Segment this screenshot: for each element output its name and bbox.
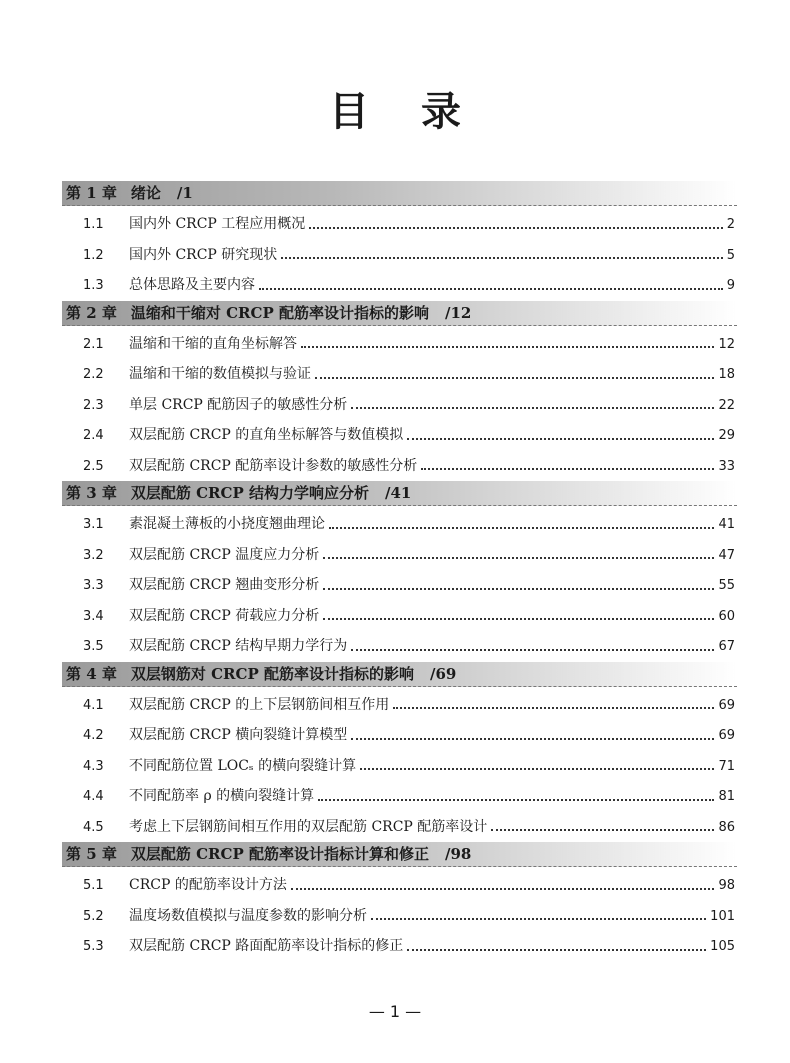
section-title: 双层配筋 CRCP 温度应力分析 (129, 546, 320, 563)
chapter-2-heading[interactable] (62, 301, 737, 326)
section-page: 55 (718, 578, 735, 593)
section-title: 不同配筋位置 LOCₛ 的横向裂缝计算 (129, 757, 357, 774)
chapter-label: 第 5 章 (66, 845, 117, 863)
section-number: 2.2 (83, 367, 104, 382)
dot-leader (407, 437, 714, 440)
chapter-title: 绪论 (130, 184, 161, 202)
section-title: 考虑上下层钢筋间相互作用的双层配筋 CRCP 配筋率设计 (129, 818, 488, 835)
section-title: 双层配筋 CRCP 荷载应力分析 (129, 607, 320, 624)
dot-leader (329, 526, 714, 529)
toc-entry-1-3[interactable] (62, 270, 737, 301)
section-number: 4.3 (83, 758, 104, 774)
section-number: 1.1 (83, 217, 104, 232)
toc-entry-5-2[interactable] (62, 901, 737, 932)
chapter-label: 第 3 章 (66, 484, 117, 502)
dot-leader (393, 706, 714, 709)
chapter-title: 温缩和干缩对 CRCP 配筋率设计指标的影响 (130, 303, 429, 322)
section-title: 素混凝土薄板的小挠度翘曲理论 (129, 516, 325, 532)
dot-leader (323, 617, 714, 620)
section-title: CRCP 的配筋率设计方法 (129, 877, 287, 893)
dot-leader (407, 948, 706, 951)
dot-leader (491, 828, 714, 831)
section-title: 单层 CRCP 配筋因子的敏感性分析 (129, 396, 348, 413)
dot-leader (309, 226, 722, 229)
chapter-page: /41 (384, 484, 412, 502)
toc-entry-2-3[interactable] (62, 390, 737, 421)
section-number: 5.1 (83, 878, 104, 893)
chapter-3-heading[interactable] (62, 481, 737, 506)
dot-leader (371, 917, 706, 920)
page-number-footer: — 1 — (368, 1002, 422, 1021)
dot-leader (301, 345, 714, 348)
chapter-title: 双层钢筋对 CRCP 配筋率设计指标的影响 (130, 664, 414, 683)
toc-entry-3-2[interactable] (62, 540, 737, 571)
toc-entry-5-3[interactable] (62, 931, 737, 962)
toc-entry-4-3[interactable] (62, 751, 737, 782)
chapter-page: /98 (444, 845, 472, 863)
section-title: 温度场数值模拟与温度参数的影响分析 (129, 907, 367, 924)
dot-leader (291, 887, 715, 890)
chapter-title: 双层配筋 CRCP 配筋率设计指标计算和修正 (130, 845, 429, 863)
section-page: 5 (726, 247, 735, 263)
toc-entry-5-1[interactable] (62, 870, 737, 901)
section-number: 3.3 (83, 578, 104, 593)
section-number: 4.1 (83, 697, 104, 713)
section-page: 69 (718, 728, 735, 743)
section-number: 4.2 (83, 728, 104, 743)
dot-leader (281, 256, 722, 259)
page-title: 目录 (329, 89, 513, 135)
chapter-label: 第 4 章 (66, 664, 117, 683)
chapter-page: /1 (176, 184, 193, 202)
section-title: 双层配筋 CRCP 的直角坐标解答与数值模拟 (129, 427, 404, 443)
toc-entry-1-1[interactable] (62, 209, 737, 240)
section-page: 86 (718, 819, 735, 835)
section-number: 1.3 (83, 278, 104, 293)
dot-leader (318, 798, 714, 801)
chapter-label: 第 2 章 (66, 303, 117, 322)
section-number: 5.3 (83, 939, 104, 954)
section-title: 双层配筋 CRCP 结构早期力学行为 (129, 638, 348, 654)
chapter-page: /12 (444, 303, 472, 322)
toc-entry-2-2[interactable] (62, 359, 737, 390)
section-number: 3.2 (83, 547, 104, 563)
section-title: 双层配筋 CRCP 翘曲变形分析 (129, 577, 320, 593)
toc-entry-1-2[interactable] (62, 240, 737, 271)
section-number: 2.3 (83, 397, 104, 413)
section-title: 不同配筋率 ρ 的横向裂缝计算 (129, 788, 315, 804)
section-number: 3.5 (83, 639, 104, 654)
section-page: 71 (718, 758, 735, 774)
section-number: 4.5 (83, 819, 104, 835)
chapter-page: /69 (429, 664, 457, 683)
toc-entry-4-1[interactable] (62, 690, 737, 721)
section-page: 47 (718, 547, 735, 563)
section-page: 98 (718, 878, 735, 893)
dot-leader (323, 556, 714, 559)
section-page: 60 (718, 608, 735, 624)
dot-leader (351, 406, 714, 409)
section-page: 101 (710, 908, 735, 924)
chapter-1-heading[interactable] (62, 181, 737, 206)
toc-entry-3-3[interactable] (62, 570, 737, 601)
section-number: 1.2 (83, 247, 104, 263)
section-title: 双层配筋 CRCP 横向裂缝计算模型 (129, 727, 348, 743)
dot-leader (323, 587, 714, 590)
dot-leader (259, 287, 723, 290)
section-page: 2 (726, 217, 735, 232)
toc-entry-3-1[interactable] (62, 509, 737, 540)
section-title: 温缩和干缩的直角坐标解答 (129, 335, 297, 352)
chapter-title: 双层配筋 CRCP 结构力学响应分析 (130, 484, 369, 502)
toc-entry-4-5[interactable] (62, 812, 737, 843)
dot-leader (360, 767, 714, 770)
toc-entry-3-4[interactable] (62, 601, 737, 632)
section-page: 22 (718, 397, 735, 413)
toc-entry-4-4[interactable] (62, 781, 737, 812)
section-title: 国内外 CRCP 研究现状 (129, 246, 278, 263)
chapter-4-heading[interactable] (62, 662, 737, 687)
dot-leader (351, 737, 714, 740)
dot-leader (351, 648, 714, 651)
dot-leader (421, 467, 714, 470)
section-title: 双层配筋 CRCP 的上下层钢筋间相互作用 (129, 696, 390, 713)
section-number: 3.1 (83, 517, 104, 532)
toc-entry-3-5[interactable] (62, 631, 737, 662)
section-page: 12 (718, 336, 735, 352)
toc-entry-2-1[interactable] (62, 329, 737, 360)
section-number: 2.4 (83, 428, 104, 443)
section-title: 双层配筋 CRCP 路面配筋率设计指标的修正 (129, 938, 404, 954)
section-page: 81 (718, 789, 735, 804)
section-page: 105 (710, 939, 735, 954)
section-number: 2.5 (83, 458, 104, 474)
section-page: 41 (718, 517, 735, 532)
toc-entry-2-4[interactable] (62, 420, 737, 451)
chapter-label: 第 1 章 (66, 184, 117, 202)
toc-entry-2-5[interactable] (62, 451, 737, 482)
section-number: 3.4 (83, 608, 104, 624)
section-title: 温缩和干缩的数值模拟与验证 (129, 366, 311, 382)
table-of-contents (62, 181, 737, 962)
chapter-5-heading[interactable] (62, 842, 737, 867)
dot-leader (315, 376, 714, 379)
section-number: 4.4 (83, 789, 104, 804)
section-page: 9 (726, 278, 735, 293)
section-number: 5.2 (83, 908, 104, 924)
section-page: 67 (718, 639, 735, 654)
section-page: 18 (718, 367, 735, 382)
section-title: 国内外 CRCP 工程应用概况 (129, 216, 306, 232)
section-page: 29 (718, 428, 735, 443)
section-page: 69 (718, 697, 735, 713)
section-number: 2.1 (83, 336, 104, 352)
section-page: 33 (718, 458, 735, 474)
section-title: 双层配筋 CRCP 配筋率设计参数的敏感性分析 (129, 457, 418, 474)
section-title: 总体思路及主要内容 (129, 277, 255, 293)
toc-entry-4-2[interactable] (62, 720, 737, 751)
